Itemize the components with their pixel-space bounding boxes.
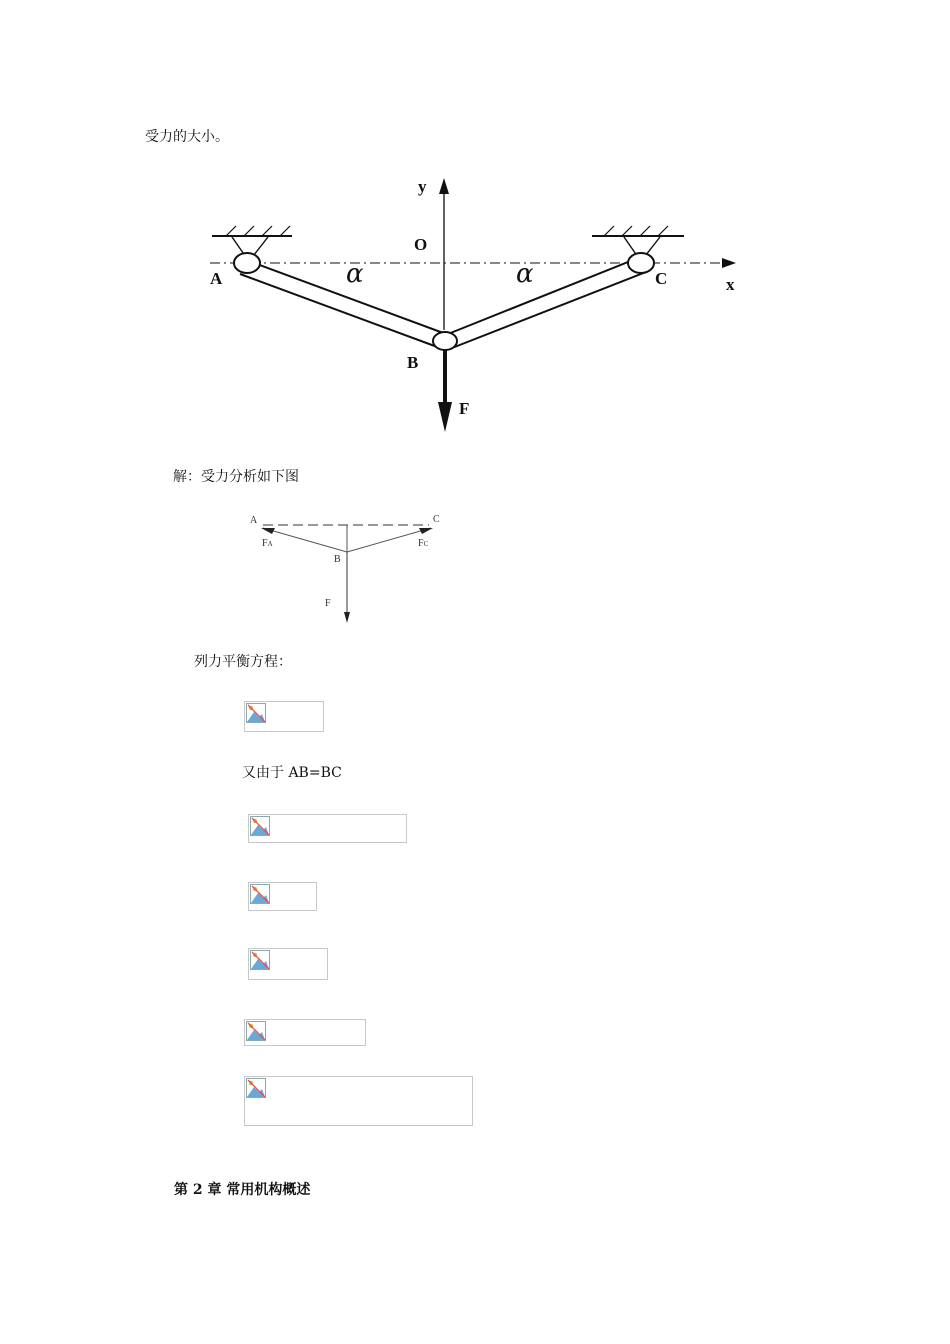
equation-image-2: [248, 814, 407, 843]
since-text: 又由于 AB=BC: [242, 765, 342, 781]
label-alpha-left: α: [346, 259, 364, 289]
equation-image-3: [248, 882, 317, 911]
mechanism-diagram: [200, 170, 760, 440]
label-alpha-right: α: [516, 259, 534, 289]
broken-image-icon: [246, 1078, 266, 1098]
bar-bc: [448, 258, 638, 334]
broken-image-icon: [250, 950, 270, 970]
fig2-label-c: C: [433, 514, 440, 525]
force-f-arrow: [438, 402, 452, 432]
broken-image-icon: [246, 1021, 266, 1041]
joint-a: [234, 253, 260, 273]
fig2-label-f: F: [325, 598, 331, 609]
chapter-heading: 第 2 章 常用机构概述: [174, 1182, 311, 1198]
label-o: O: [414, 235, 428, 254]
label-x: x: [726, 275, 735, 294]
label-f: F: [459, 399, 470, 418]
label-c: C: [655, 269, 668, 288]
label-y: y: [418, 177, 427, 196]
equation-image-1: [244, 701, 324, 732]
equation-image-4: [248, 948, 328, 980]
intro-text: 受力的大小。: [145, 129, 229, 145]
joint-c: [628, 253, 654, 273]
broken-image-icon: [250, 884, 270, 904]
label-a: A: [210, 269, 223, 288]
joint-b: [433, 332, 457, 350]
fig2-label-fa: FA: [262, 538, 273, 549]
solution-text: 解：受力分析如下图: [173, 469, 299, 485]
f-arrow: [344, 612, 350, 623]
equation-image-5: [244, 1019, 366, 1046]
label-b: B: [407, 353, 419, 372]
equilibrium-text: 列力平衡方程：: [194, 654, 292, 670]
fa-arrow: [261, 528, 275, 534]
fig2-label-a: A: [250, 515, 258, 526]
equation-image-6: [244, 1076, 473, 1126]
force-analysis-diagram: [245, 510, 445, 630]
x-axis-arrow: [722, 258, 736, 268]
broken-image-icon: [246, 703, 266, 723]
broken-image-icon: [250, 816, 270, 836]
fc-arrow: [419, 528, 433, 534]
fig2-label-b: B: [334, 554, 341, 565]
fig2-label-fc: FC: [418, 538, 429, 549]
y-axis-arrow: [439, 178, 449, 194]
